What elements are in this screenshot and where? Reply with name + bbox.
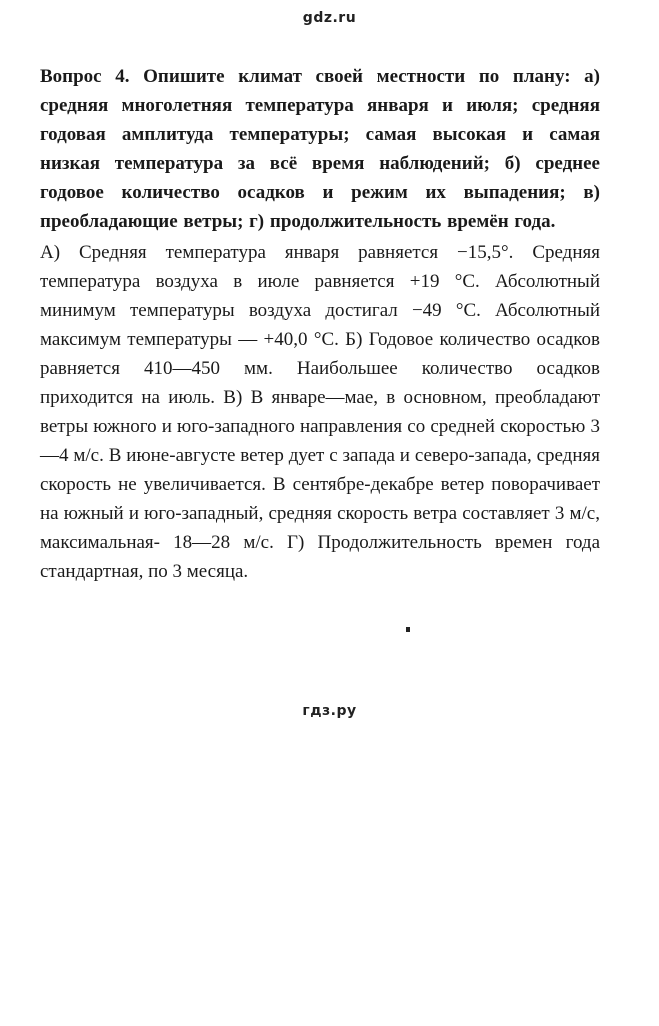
- document-body: [40, 62, 600, 586]
- scan-speck: [406, 627, 410, 632]
- watermark-top: gdz.ru: [302, 10, 357, 26]
- answer-text: А) Средняя температура января равняется −15,5°. Средняя температура воздуха в июле равняется +19 °С. Абсолютный минимум температуры воздуха достигал −49 °С. Абсолютный максимум температуры — +40,0 °С. Б) Годовое количество осадков равняется 410—450 мм. Наибольшее количество осадков приходится на июль. В) В январе—мае, в основном, преобладают ветры южного и юго-западного направления со средней скоростью 3—4 м/с. В июне-августе ветер дует с запада и северо-запада, средняя скорость не увеличивается. В сентябре-декабре ветер поворачивает на южный и юго-западный, средняя скорость ветра составляет 3 м/с, максимальная- 18—28 м/с. Г) Продолжительность времен года стандартная, по 3 месяца.: [40, 242, 600, 582]
- question-heading: Вопрос 4. Опишите климат своей местности по плану: а) средняя многолетняя температура января и июля; средняя годовая амплитуда температуры; самая высокая и самая низкая температура за всё время наблюдений; б) среднее годовое количество осадков и режим их выпадения; в) преобладающие ветры; г) продолжительность времён года.: [40, 66, 600, 232]
- watermark-bottom: гдз.ру: [302, 703, 357, 719]
